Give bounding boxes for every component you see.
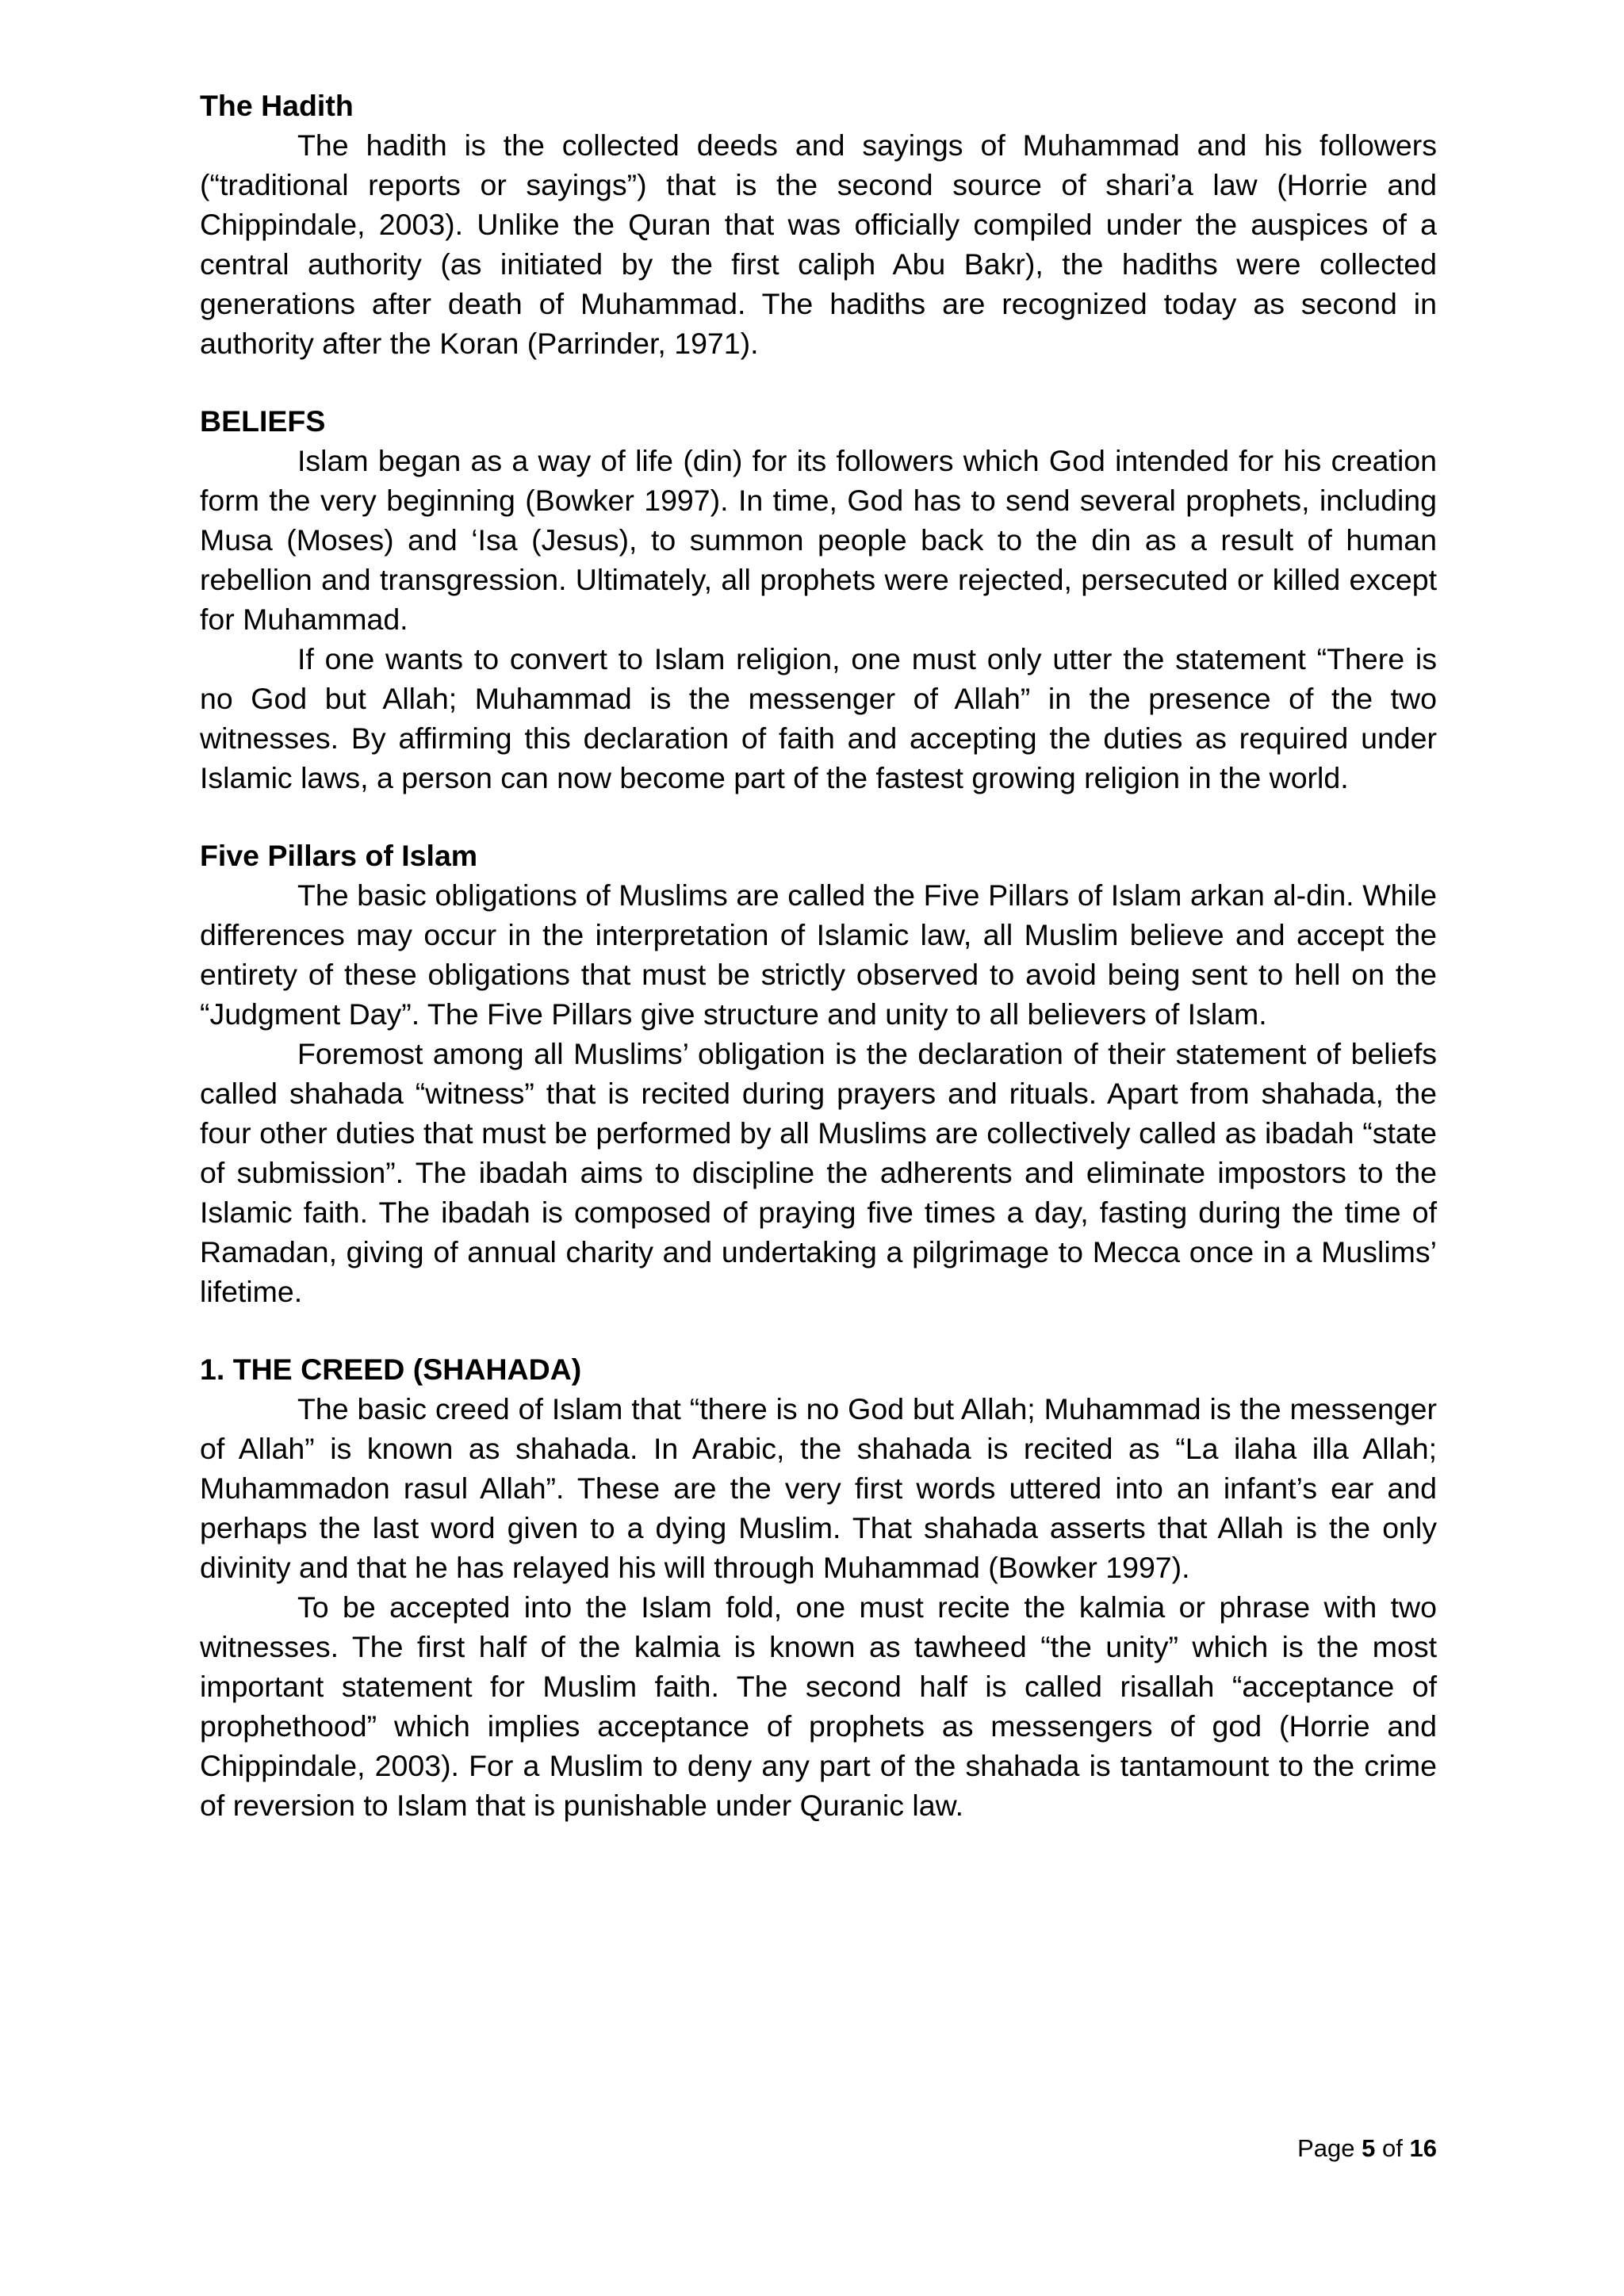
total-pages: 16 — [1409, 2134, 1437, 2162]
section-heading: 1. THE CREED (SHAHADA) — [200, 1353, 582, 1386]
paragraph: Islam began as a way of life (din) for its followers which God intended for his creation form the very beginning (Bowker 1997). In time, God has to send several prophets, including Musa (Moses) and ‘Isa (Jesus), to summon people back to the din as a result of human rebellion and transgression. Ultimately, all prophets were rejected, persecuted or killed except for Muhammad. — [200, 444, 1437, 636]
paragraph: The basic obligations of Muslims are called the Five Pillars of Islam arkan al-din. While differences may occur in the interpretation of Islamic law, all Muslim believe and accept the entirety of these obligations that must be strictly observed to avoid being sent to hell on the “Judgment Day”. The Five Pillars give structure and unity to all believers of Islam. — [200, 878, 1437, 1031]
document-page — [200, 86, 1437, 1863]
section-heading: BELIEFS — [200, 404, 326, 438]
page-number: 5 — [1362, 2134, 1376, 2162]
paragraph: The hadith is the collected deeds and sayings of Muhammad and his followers (“traditional reports or sayings”) that is the second source of shari’a law (Horrie and Chippindale, 2003). Unlike the Quran that was officially compiled under the auspices of a central authority (as initiated by the first caliph Abu Bakr), the hadiths were collected generations after death of Muhammad. The hadiths are recognized today as second in authority after the Koran (Parrinder, 1971). — [200, 128, 1437, 360]
page-label: Page — [1297, 2134, 1355, 2162]
section-the-creed — [200, 1349, 1437, 1825]
section-beliefs — [200, 401, 1437, 798]
of-label: of — [1382, 2134, 1403, 2162]
paragraph: Foremost among all Muslims’ obligation is the declaration of their statement of beliefs called shahada “witness” that is recited during prayers and rituals. Apart from shahada, the four other duties that must be performed by all Muslims are collectively called as ibadah “state of submission”. The ibadah aims to discipline the adherents and eliminate impostors to the Islamic faith. The ibadah is composed of praying five times a day, fasting during the time of Ramadan, giving of annual charity and undertaking a pilgrimage to Mecca once in a Muslims’ lifetime. — [200, 1037, 1437, 1308]
page-footer — [1237, 2133, 1437, 2164]
paragraph: If one wants to convert to Islam religion, one must only utter the statement “There is no God but Allah; Muhammad is the messenger of Allah” in the presence of the two witnesses. By affirming this declaration of faith and accepting the duties as required under Islamic laws, a person can now become part of the fastest growing religion in the world. — [200, 642, 1437, 794]
section-heading: The Hadith — [200, 89, 354, 122]
paragraph: To be accepted into the Islam fold, one must recite the kalmia or phrase with two witnesses. The first half of the kalmia is known as tawheed “the unity” which is the most important statement for Muslim faith. The second half is called risallah “acceptance of prophethood” which implies acceptance of prophets as messengers of god (Horrie and Chippindale, 2003). For a Muslim to deny any part of the shahada is tantamount to the crime of reversion to Islam that is punishable under Quranic law. — [200, 1590, 1437, 1822]
section-heading: Five Pillars of Islam — [200, 839, 478, 872]
paragraph: The basic creed of Islam that “there is no God but Allah; Muhammad is the messenger of Allah” is known as shahada. In Arabic, the shahada is recited as “La ilaha illa Allah; Muhammadon rasul Allah”. These are the very first words uttered into an infant’s ear and perhaps the last word given to a dying Muslim. That shahada asserts that Allah is the only divinity and that he has relayed his will through Muhammad (Bowker 1997). — [200, 1392, 1437, 1584]
section-the-hadith — [200, 86, 1437, 363]
section-five-pillars — [200, 836, 1437, 1311]
